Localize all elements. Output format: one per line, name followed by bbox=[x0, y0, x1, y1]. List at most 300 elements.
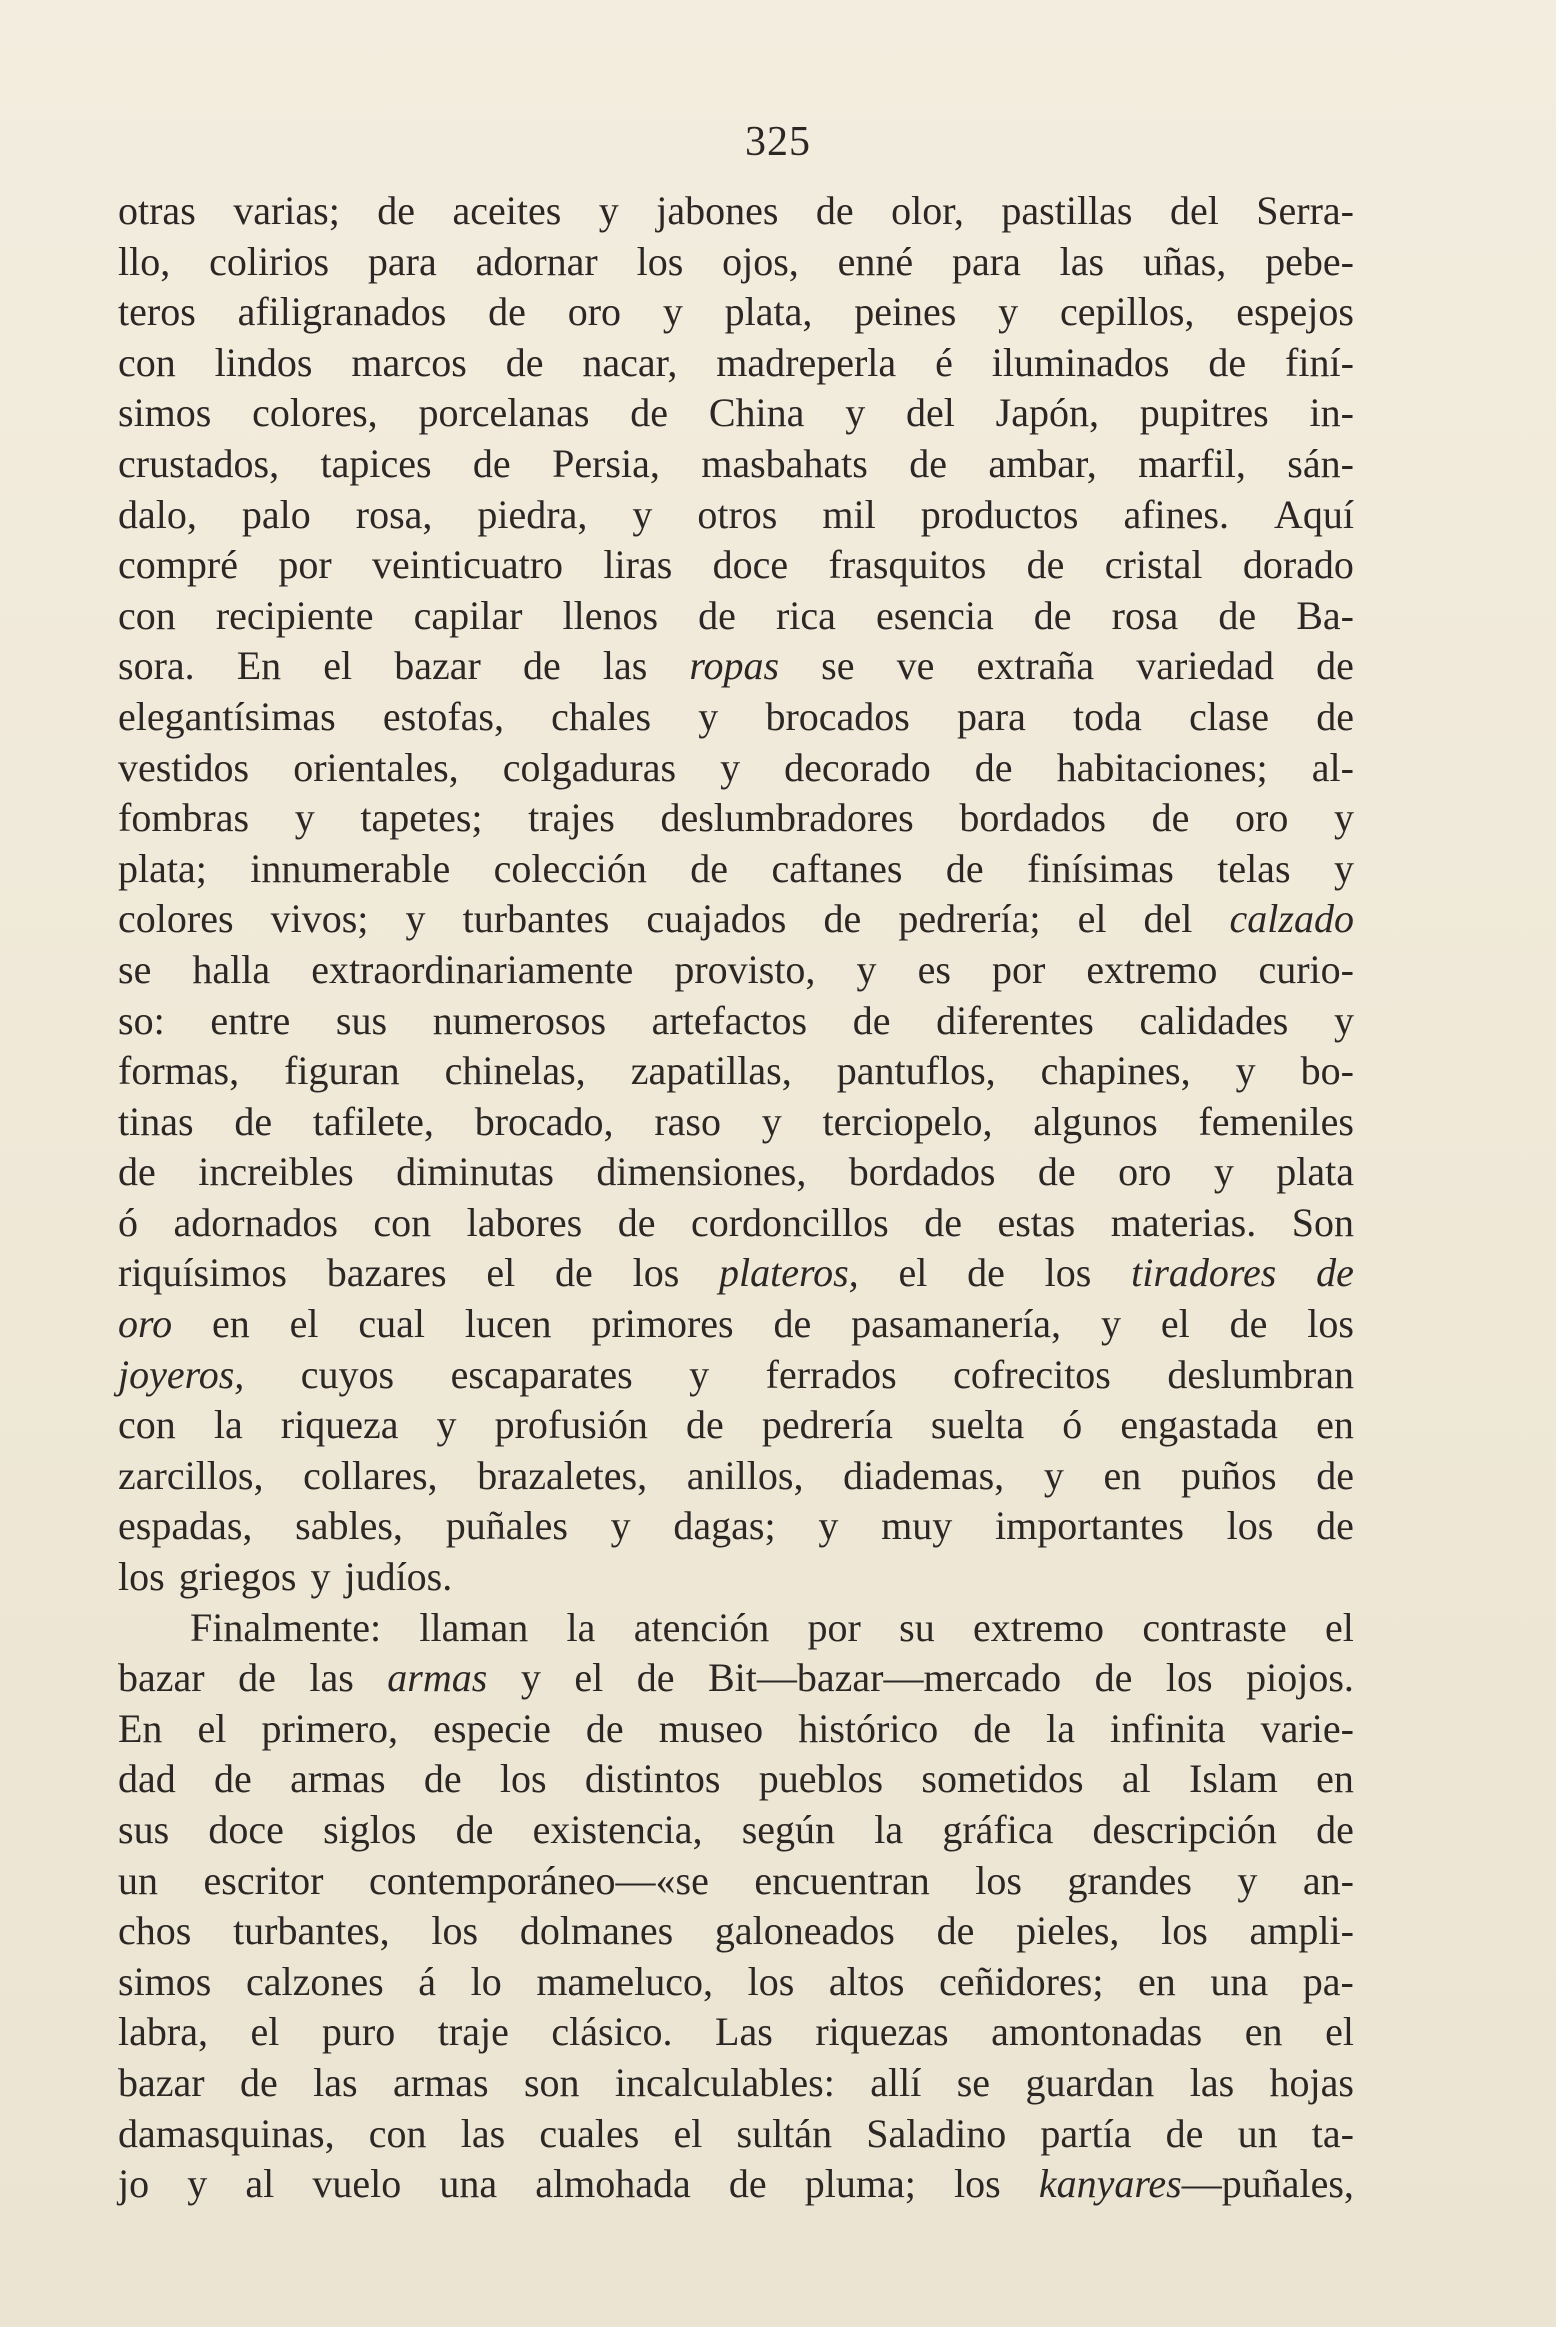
word: esencia bbox=[876, 592, 994, 638]
word: diferentes bbox=[936, 997, 1094, 1043]
word: espadas, bbox=[118, 1503, 253, 1549]
word: otros bbox=[697, 491, 778, 537]
text-line bbox=[118, 1248, 1354, 1299]
word: orientales, bbox=[293, 744, 459, 790]
word: los bbox=[431, 1908, 479, 1954]
word: vivos; bbox=[270, 896, 369, 942]
word: el bbox=[1077, 896, 1107, 942]
word: sultán bbox=[736, 2110, 833, 2156]
word: y bbox=[187, 2161, 208, 2207]
word: de bbox=[240, 2059, 278, 2105]
word: varie- bbox=[1260, 1705, 1354, 1751]
word: grandes bbox=[1067, 1857, 1192, 1903]
word: con bbox=[368, 2110, 427, 2156]
text-line bbox=[118, 1299, 1354, 1350]
word: el bbox=[898, 1250, 928, 1296]
word: recipiente bbox=[215, 592, 374, 638]
word: chinelas, bbox=[444, 1048, 586, 1094]
word: dalo, bbox=[118, 491, 197, 537]
word: los bbox=[1307, 1301, 1354, 1347]
word: de bbox=[118, 1149, 156, 1195]
word: de bbox=[617, 1199, 656, 1245]
word: pueblos bbox=[758, 1756, 884, 1802]
text-line bbox=[118, 2007, 1354, 2058]
body-text bbox=[118, 186, 1354, 2210]
word: encuentran bbox=[754, 1857, 930, 1903]
word: al bbox=[245, 2161, 275, 2207]
word: pa- bbox=[1302, 1958, 1354, 2004]
word: descripción bbox=[1092, 1807, 1277, 1852]
word: curio- bbox=[1258, 946, 1354, 992]
word: oro bbox=[118, 1301, 173, 1347]
word: riquísimos bbox=[118, 1250, 287, 1296]
word: una bbox=[439, 2161, 498, 2207]
word: almohada bbox=[535, 2161, 691, 2207]
word: oro bbox=[567, 289, 622, 335]
word: pupitres bbox=[1139, 390, 1269, 436]
text-line bbox=[118, 1451, 1354, 1502]
word: de bbox=[630, 390, 669, 436]
word: bazar bbox=[118, 2059, 205, 2105]
word: del bbox=[1143, 896, 1193, 942]
word: clase bbox=[1189, 693, 1270, 739]
text-line bbox=[118, 844, 1354, 895]
word: fombras bbox=[118, 795, 250, 841]
word: museo bbox=[658, 1705, 764, 1751]
word: extraña bbox=[976, 643, 1095, 689]
word: vestidos bbox=[118, 744, 250, 790]
word: una bbox=[1210, 1958, 1269, 2004]
word: ojos, bbox=[722, 238, 799, 284]
word: y bbox=[310, 1554, 331, 1600]
word: engastada bbox=[1120, 1402, 1279, 1448]
word: de bbox=[585, 1705, 624, 1751]
word: colores bbox=[118, 896, 234, 942]
text-line bbox=[118, 591, 1354, 642]
word: en bbox=[1244, 2009, 1283, 2055]
word: los bbox=[636, 238, 684, 284]
word: la bbox=[1046, 1705, 1075, 1751]
word: escaparates bbox=[450, 1351, 633, 1397]
word: bazar bbox=[118, 1655, 205, 1701]
word: las bbox=[602, 643, 648, 689]
word: algunos bbox=[1033, 1098, 1158, 1144]
word: á bbox=[418, 1958, 437, 2004]
word: pluma; bbox=[804, 2161, 916, 2207]
word: bazares bbox=[326, 1250, 447, 1296]
word: es bbox=[917, 946, 951, 992]
word: escritor bbox=[203, 1857, 324, 1903]
word: el bbox=[1160, 1301, 1190, 1347]
word: siglos bbox=[323, 1807, 417, 1852]
word: con bbox=[118, 339, 176, 385]
word: porcelanas bbox=[418, 390, 590, 436]
word: la bbox=[566, 1604, 596, 1650]
word: al- bbox=[1311, 744, 1354, 790]
word: varias; bbox=[233, 188, 340, 233]
word: y bbox=[761, 1098, 782, 1144]
word: dolmanes bbox=[519, 1908, 674, 1954]
word: ve bbox=[896, 643, 935, 689]
word: primero, bbox=[261, 1705, 399, 1751]
word: de bbox=[1316, 1250, 1354, 1296]
word: contemporáneo—«se bbox=[368, 1857, 709, 1903]
word: suelta bbox=[930, 1402, 1025, 1448]
word: ferrados bbox=[765, 1351, 897, 1397]
word: entre bbox=[210, 997, 291, 1043]
word: anillos, bbox=[686, 1452, 804, 1498]
text-line bbox=[118, 540, 1354, 591]
word: y bbox=[1043, 1452, 1064, 1498]
word: las bbox=[309, 1655, 354, 1701]
word: de bbox=[472, 440, 511, 486]
word: caftanes bbox=[771, 845, 903, 891]
word: tinas bbox=[118, 1098, 194, 1144]
word: crustados, bbox=[118, 440, 280, 486]
word: de bbox=[823, 896, 862, 942]
word: de bbox=[505, 339, 544, 385]
word: halla bbox=[192, 946, 271, 992]
word: colgaduras bbox=[502, 744, 677, 790]
word: las bbox=[1059, 238, 1105, 284]
word: Islam bbox=[1189, 1756, 1278, 1802]
word: plata, bbox=[724, 289, 813, 335]
text-line bbox=[118, 743, 1354, 794]
word: hojas bbox=[1269, 2059, 1354, 2105]
word: según bbox=[741, 1807, 836, 1852]
word: y bbox=[689, 1351, 710, 1397]
word: y bbox=[1334, 795, 1354, 841]
word: pieles, bbox=[1016, 1908, 1120, 1954]
word: de bbox=[1229, 1301, 1268, 1347]
word: sora. bbox=[118, 643, 195, 689]
text-line bbox=[118, 388, 1354, 439]
word: brocados bbox=[765, 693, 910, 739]
word: collares, bbox=[303, 1452, 438, 1498]
word: de bbox=[555, 1250, 593, 1296]
word: chapines, bbox=[1040, 1048, 1191, 1094]
word: el bbox=[197, 1705, 227, 1751]
word: sán- bbox=[1287, 440, 1354, 486]
word: pedrería; bbox=[898, 896, 1041, 942]
word: masbahats bbox=[701, 440, 868, 486]
word: de bbox=[455, 1807, 494, 1852]
word: de bbox=[234, 1098, 273, 1144]
word: de bbox=[1316, 1452, 1354, 1498]
text-line bbox=[118, 793, 1354, 844]
word: En bbox=[118, 1705, 163, 1751]
word: extremo bbox=[1086, 946, 1218, 992]
word: con bbox=[373, 1199, 432, 1245]
word: de bbox=[1094, 1655, 1133, 1701]
word: la bbox=[874, 1807, 904, 1852]
word: lo bbox=[470, 1958, 502, 2004]
word: piojos. bbox=[1246, 1655, 1354, 1701]
word: para bbox=[952, 238, 1021, 284]
word: doce bbox=[712, 542, 789, 588]
word: uñas, bbox=[1142, 238, 1227, 284]
text-line bbox=[118, 894, 1354, 945]
word: la bbox=[213, 1402, 243, 1448]
word: de bbox=[1033, 592, 1072, 638]
word: galoneados bbox=[714, 1908, 895, 1954]
word: de bbox=[936, 1908, 975, 1954]
word: pantuflos, bbox=[836, 1048, 996, 1094]
text-line bbox=[118, 2058, 1354, 2109]
word: de bbox=[1037, 1149, 1076, 1195]
word: Aquí bbox=[1273, 491, 1354, 537]
word: femeniles bbox=[1198, 1098, 1354, 1144]
word: labores bbox=[466, 1199, 583, 1245]
word: zarcillos, bbox=[118, 1452, 264, 1498]
word: riqueza bbox=[280, 1402, 399, 1448]
word: finí- bbox=[1285, 339, 1354, 385]
word: del bbox=[1169, 188, 1219, 233]
word: de bbox=[698, 592, 736, 638]
word: estas bbox=[997, 1199, 1076, 1245]
word: productos bbox=[920, 491, 1079, 537]
word: é bbox=[935, 339, 953, 385]
word: los bbox=[1044, 1250, 1092, 1296]
word: del bbox=[905, 390, 955, 436]
text-line bbox=[118, 2109, 1354, 2160]
word: frasquitos bbox=[828, 542, 987, 588]
word: por bbox=[807, 1604, 861, 1650]
word: pastillas bbox=[1001, 188, 1133, 233]
word: de bbox=[945, 845, 984, 891]
word: plateros, bbox=[719, 1250, 859, 1296]
word: por bbox=[991, 946, 1046, 992]
text-line bbox=[118, 692, 1354, 743]
word: diminutas bbox=[396, 1149, 554, 1195]
word: de bbox=[909, 440, 948, 486]
text-line bbox=[118, 1754, 1354, 1805]
word: tafilete, bbox=[312, 1098, 434, 1144]
word: el bbox=[574, 1655, 604, 1701]
word: enné bbox=[837, 238, 914, 284]
word: de bbox=[1316, 693, 1354, 739]
word: finísimas bbox=[1027, 845, 1174, 891]
word: y bbox=[1213, 1149, 1234, 1195]
word: vuelo bbox=[312, 2161, 402, 2207]
word: an- bbox=[1302, 1857, 1354, 1903]
word: armas bbox=[393, 2059, 489, 2105]
word: colores, bbox=[252, 390, 378, 436]
word: peines bbox=[854, 289, 957, 335]
word: oro bbox=[1118, 1149, 1172, 1195]
word: terciopelo, bbox=[822, 1098, 993, 1144]
word: armas bbox=[387, 1655, 488, 1701]
word: liras bbox=[603, 542, 673, 588]
word: tapetes; bbox=[360, 795, 483, 841]
word: contraste bbox=[1142, 1604, 1287, 1650]
word: de bbox=[1026, 542, 1065, 588]
word: en bbox=[1103, 1452, 1142, 1498]
text-line bbox=[118, 439, 1354, 490]
word: so: bbox=[118, 997, 165, 1043]
word: de bbox=[685, 1402, 724, 1448]
word: y bbox=[610, 1503, 631, 1549]
word: de bbox=[1151, 795, 1190, 841]
word: Son bbox=[1291, 1199, 1354, 1245]
word: y bbox=[845, 390, 866, 436]
word: las bbox=[460, 2110, 506, 2156]
text-line bbox=[118, 1856, 1354, 1907]
text-line bbox=[118, 1603, 1354, 1654]
word: joyeros, bbox=[118, 1351, 245, 1397]
word: Bit—bazar—mercado bbox=[707, 1655, 1062, 1701]
word: plata; bbox=[118, 845, 207, 891]
word: extremo bbox=[973, 1604, 1105, 1650]
word: figuran bbox=[284, 1048, 400, 1094]
word: Las bbox=[715, 2009, 773, 2055]
word: para bbox=[367, 238, 437, 284]
word: puñales bbox=[445, 1503, 568, 1549]
text-line bbox=[118, 1552, 1354, 1603]
word: el bbox=[289, 1301, 319, 1347]
word: chos bbox=[118, 1908, 192, 1954]
word: y bbox=[1235, 1048, 1256, 1094]
word: capilar bbox=[413, 592, 523, 638]
word: de bbox=[1165, 2110, 1204, 2156]
word: y bbox=[1333, 845, 1354, 891]
word: infinita bbox=[1110, 1705, 1226, 1751]
word: en bbox=[1316, 1402, 1354, 1448]
word: numerosos bbox=[432, 997, 607, 1043]
word: ampli- bbox=[1249, 1908, 1354, 1954]
word: griegos bbox=[178, 1554, 297, 1600]
word: de bbox=[815, 188, 854, 233]
word: turbantes bbox=[462, 896, 610, 942]
word: el bbox=[486, 1250, 516, 1296]
word: para bbox=[957, 693, 1026, 739]
word: de bbox=[1316, 1503, 1354, 1549]
word: puños bbox=[1180, 1452, 1277, 1498]
word: los bbox=[499, 1756, 547, 1802]
word: los bbox=[747, 1958, 795, 2004]
word: bo- bbox=[1300, 1048, 1354, 1094]
word: cual bbox=[358, 1301, 426, 1347]
word: de bbox=[924, 1199, 962, 1245]
word: de bbox=[973, 1705, 1012, 1751]
text-line bbox=[118, 186, 1354, 237]
word: de bbox=[974, 744, 1013, 790]
word: mil bbox=[822, 491, 876, 537]
word: jo bbox=[118, 2161, 150, 2207]
word: y bbox=[998, 289, 1019, 335]
word: los bbox=[975, 1857, 1022, 1903]
word: se bbox=[118, 946, 152, 992]
word: y bbox=[698, 693, 719, 739]
word: formas, bbox=[118, 1048, 240, 1094]
word: de bbox=[214, 1756, 252, 1802]
text-line bbox=[118, 1046, 1354, 1097]
word: muy bbox=[881, 1503, 953, 1549]
word: guardan bbox=[1025, 2059, 1155, 2105]
word: pedrería bbox=[761, 1402, 893, 1448]
word: simos bbox=[118, 390, 212, 436]
word: lucen bbox=[464, 1301, 552, 1347]
word: especie bbox=[433, 1705, 551, 1751]
text-line bbox=[118, 287, 1354, 338]
word: cofrecitos bbox=[953, 1351, 1111, 1397]
word: partía bbox=[1040, 2110, 1132, 2156]
word: gráfica bbox=[942, 1807, 1054, 1852]
text-line bbox=[118, 338, 1354, 389]
word: incalculables: bbox=[614, 2059, 835, 2105]
word: deslumbran bbox=[1167, 1351, 1354, 1397]
text-line bbox=[118, 1097, 1354, 1148]
word: y bbox=[1333, 997, 1354, 1043]
word: Serra- bbox=[1256, 188, 1354, 233]
word: mameluco, bbox=[536, 1958, 713, 2004]
word: ceñidores; bbox=[939, 1958, 1104, 2004]
word: existencia, bbox=[532, 1807, 703, 1852]
word: labra, bbox=[118, 2009, 208, 2055]
word: de bbox=[238, 1655, 276, 1701]
word: se bbox=[956, 2059, 991, 2105]
word: dorado bbox=[1242, 542, 1354, 588]
word: lindos bbox=[214, 339, 313, 385]
word: llo, bbox=[118, 238, 171, 284]
word: clásico. bbox=[551, 2009, 673, 2055]
word: iluminados bbox=[991, 339, 1170, 385]
word: el bbox=[1325, 1604, 1354, 1650]
word: los bbox=[1165, 1655, 1213, 1701]
word: doce bbox=[208, 1807, 284, 1852]
word: de bbox=[1316, 643, 1354, 689]
word: simos bbox=[118, 1958, 212, 2004]
word: teros bbox=[118, 289, 196, 335]
word: en bbox=[211, 1301, 250, 1347]
word: el bbox=[250, 2009, 280, 2055]
word: y bbox=[1237, 1857, 1258, 1903]
word: histórico bbox=[798, 1705, 939, 1751]
word: materias. bbox=[1110, 1199, 1257, 1245]
word: de bbox=[852, 997, 891, 1043]
word: chales bbox=[551, 693, 652, 739]
word: de bbox=[636, 1655, 675, 1701]
word: palo bbox=[241, 491, 311, 537]
word: y bbox=[598, 188, 619, 233]
word: su bbox=[899, 1604, 935, 1650]
word: variedad bbox=[1136, 643, 1274, 689]
word: cuyos bbox=[300, 1351, 395, 1397]
word: bordados bbox=[848, 1149, 996, 1195]
word: de bbox=[423, 1756, 462, 1802]
word: pasamanería, bbox=[851, 1301, 1062, 1347]
word: veinticuatro bbox=[372, 542, 564, 588]
word: innumerable bbox=[250, 845, 451, 891]
word: y bbox=[856, 946, 877, 992]
word: rica bbox=[775, 592, 836, 638]
word: los bbox=[954, 2161, 1001, 2207]
word: jabones bbox=[656, 188, 779, 233]
word: zapatillas, bbox=[630, 1048, 792, 1094]
word: tiradores bbox=[1131, 1250, 1277, 1296]
word: madreperla bbox=[716, 339, 897, 385]
text-line bbox=[118, 1147, 1354, 1198]
word: adornados bbox=[173, 1199, 338, 1245]
word: afines. bbox=[1123, 491, 1229, 537]
word: trajes bbox=[528, 795, 615, 841]
word: ó bbox=[1062, 1402, 1083, 1448]
word: las bbox=[1189, 2059, 1235, 2105]
word: adornar bbox=[475, 238, 598, 284]
word: judíos. bbox=[344, 1554, 453, 1600]
word: cuales bbox=[539, 2110, 640, 2156]
text-line bbox=[118, 1350, 1354, 1401]
